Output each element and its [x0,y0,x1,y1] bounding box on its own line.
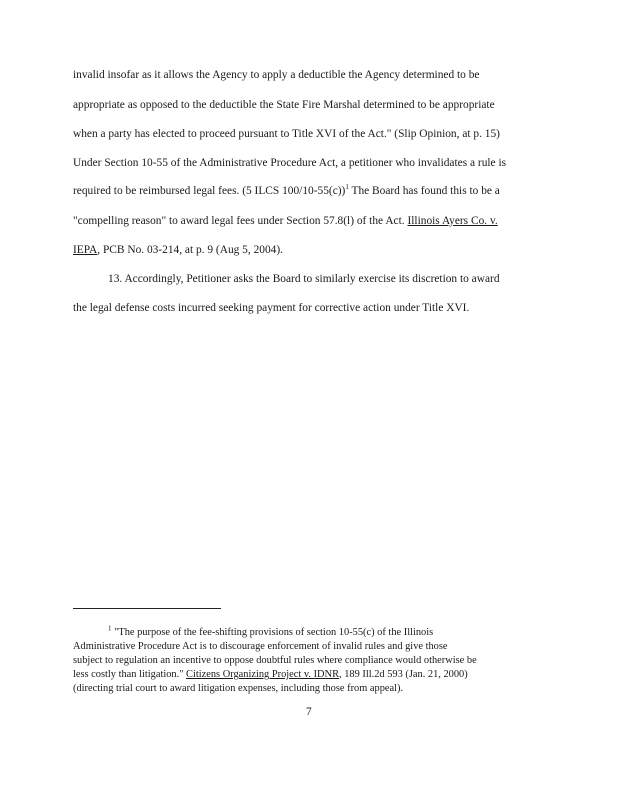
footnote-line-4-rest: , 189 Ill.2d 593 (Jan. 21, 2000) [339,669,468,680]
body-line-5-rest: The Board has found this to be a [348,185,500,197]
body-line-7 [73,243,283,257]
body-line-6 [73,214,498,228]
case-citation-cont: IEPA [73,244,98,256]
footnote-divider [73,608,221,609]
body-line-7-rest: , PCB No. 03-214, at p. 9 (Aug 5, 2004). [97,244,283,256]
body-line-2: appropriate as opposed to the deductible the State Fire Marshal determined to be appropriate [73,99,495,111]
paragraph-13-line-1: 13. Accordingly, Petitioner asks the Board to similarly exercise its discretion to award [108,273,500,285]
body-line-5-text: required to be reimbursed legal fees. (5 ILCS 100/10-55(c)) [73,185,346,197]
page-number: 7 [306,706,312,718]
body-line-4: Under Section 10-55 of the Administrative Procedure Act, a petitioner who invalidates a rule is [73,157,507,169]
footnote-line-4 [73,668,468,681]
footnote-line-2: Administrative Procedure Act is to discourage enforcement of invalid rules and give those [73,641,448,652]
body-line-1: invalid insofar as it allows the Agency to apply a deductible the Agency determined to be [73,69,480,81]
footnote-reference: 1 [345,183,349,192]
case-citation: Illinois Ayers Co. v. [407,215,498,227]
footnote-marker: 1 [108,624,112,633]
body-line-5 [73,184,500,198]
body-line-6-text: "compelling reason" to award legal fees under Section 57.8(l) of the Act. [73,215,408,227]
footnote-line-1 [108,626,433,639]
footnote-line-5: (directing trial court to award litigation expenses, including those from appeal). [73,683,404,694]
footnote-line-1-text: "The purpose of the fee-shifting provisions of section 10-55(c) of the Illinois [114,627,434,638]
body-line-3: when a party has elected to proceed pursuant to Title XVI of the Act." (Slip Opinion, at p. 15) [73,128,500,140]
footnote-citation: Citizens Organizing Project v. IDNR [186,669,339,680]
footnote-line-3: subject to regulation an incentive to oppose doubtful rules where compliance would otherwise be [73,655,477,666]
paragraph-13-line-2: the legal defense costs incurred seeking payment for corrective action under Title XVI. [73,302,470,314]
footnote-line-4-text: less costly than litigation." [73,669,187,680]
